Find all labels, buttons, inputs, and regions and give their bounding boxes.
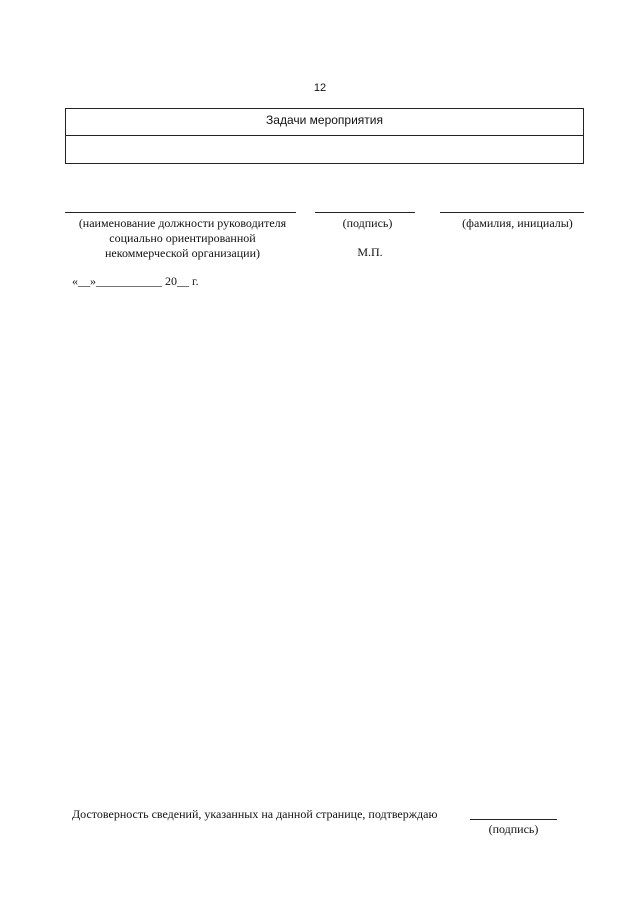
- tasks-table: [65, 108, 584, 164]
- tasks-table-empty-row: [66, 136, 583, 163]
- position-signature-line: [65, 212, 296, 213]
- footer-signature-line: [470, 819, 557, 820]
- position-caption-line2: социально ориентированной: [109, 231, 256, 245]
- name-signature-line: [440, 212, 584, 213]
- date-line: «__»___________ 20__ г.: [72, 274, 199, 288]
- position-caption: [60, 216, 305, 261]
- tasks-table-header: Задачи мероприятия: [66, 109, 583, 136]
- footer-signature-caption: (подпись): [488, 822, 539, 836]
- signature-line: [315, 212, 415, 213]
- page-number: 12: [313, 82, 327, 94]
- footer-confirmation-text: Достоверность сведений, указанных на данной странице, подтверждаю: [72, 807, 438, 821]
- name-caption: (фамилия, инициалы): [462, 216, 573, 230]
- stamp-label: М.П.: [357, 245, 383, 259]
- position-caption-line1: (наименование должности руководителя: [78, 216, 287, 230]
- signature-caption: (подпись): [342, 216, 393, 230]
- position-caption-line3: некоммерческой организации): [104, 246, 260, 260]
